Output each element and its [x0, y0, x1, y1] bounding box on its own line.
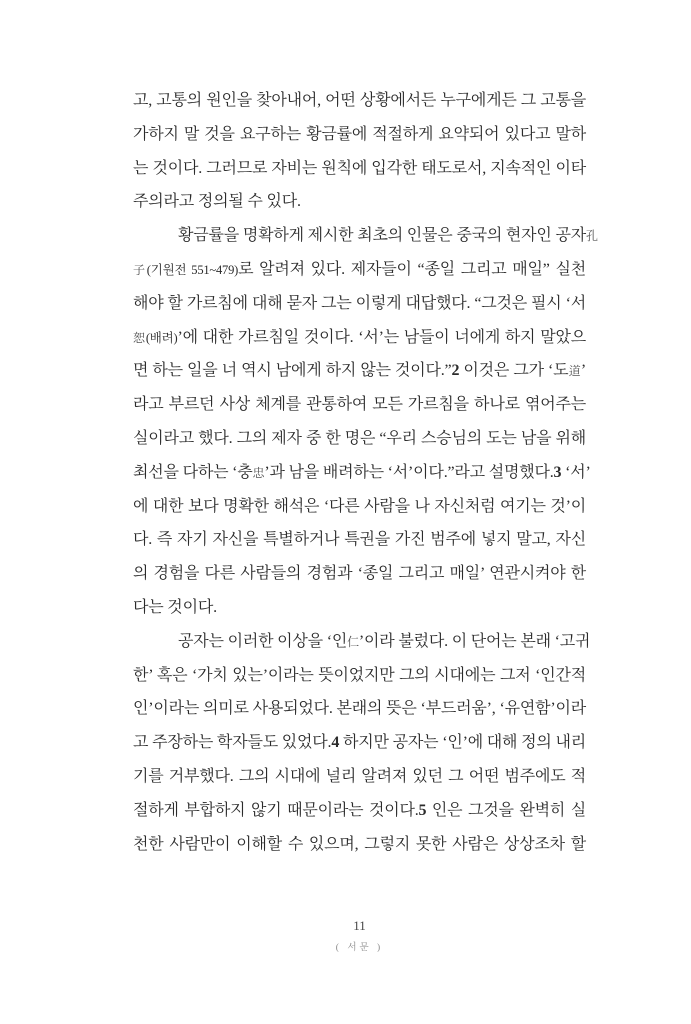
text-segment: 절하게 부합하지 않기 때문이라는 것이다.	[133, 801, 419, 819]
body-text	[133, 84, 598, 861]
footnote-number: 3	[553, 463, 562, 481]
text-line	[133, 726, 586, 760]
text-line	[133, 219, 598, 253]
hanja-character: 仁	[347, 634, 359, 649]
paragraph	[133, 84, 586, 219]
footnote-number: 2	[451, 362, 460, 380]
text-segment: ’	[580, 362, 586, 380]
text-segment: 해야 할 가르침에 대해 묻자 그는 이렇게 대답했다. “그것은 필시 ‘서	[133, 294, 586, 312]
text-line	[133, 591, 586, 625]
small-parenthetical: (기원전 551~479)	[146, 262, 239, 277]
text-line	[133, 287, 586, 321]
text-segment: ’에 대한 가르침일 것이다. ‘서’는 남들이 너에게 하지 말았으	[177, 328, 586, 346]
text-segment: 이것은 그가 ‘도	[459, 362, 569, 380]
footnote-number: 5	[418, 801, 427, 819]
text-line	[133, 625, 591, 659]
text-segment: 다. 즉 자기 자신을 특별하거나 특권을 가진 범주에 넣지 말고, 자신	[133, 531, 586, 549]
text-line	[133, 456, 591, 490]
hanja-character: 子	[133, 262, 147, 277]
text-line	[133, 659, 586, 693]
text-line	[133, 760, 586, 794]
paragraph	[133, 625, 591, 862]
text-line	[133, 253, 586, 287]
text-segment: 는 것이다. 그러므로 자비는 원칙에 입각한 태도로서, 지속적인 이타	[133, 159, 586, 177]
hanja-character: 道	[568, 364, 581, 379]
text-segment: 인’이라는 의미로 사용되었다. 본래의 뜻은 ‘부드러움’, ‘유연함’이라	[133, 700, 586, 718]
hanja-character: 恕	[133, 330, 146, 345]
text-segment: 의 경험을 다른 사람들의 경험과 ‘종일 그리고 매일’ 연관시켜야 한	[133, 565, 586, 583]
text-segment: 면 하는 일을 너 역시 남에게 하지 않는 것이다.”	[133, 362, 452, 380]
text-line	[133, 828, 586, 862]
text-segment: 가하지 말 것을 요구하는 황금률에 적절하게 요약되어 있다고 말하	[133, 125, 586, 143]
text-segment: ’이라 불렀다. 이 단어는 본래 ‘고귀	[358, 632, 591, 650]
text-segment: 주의라고 정의될 수 있다.	[133, 193, 301, 211]
section-label: ( 서문 )	[335, 943, 384, 953]
text-segment: 실이라고 했다. 그의 제자 중 한 명은 “우리 스승님의 도는 남을 위해	[133, 429, 586, 447]
text-segment: 인은 그것을 완벽히 실	[426, 801, 586, 819]
text-segment: 에 대한 보다 명확한 해석은 ‘다른 사람을 나 자신처럼 여기는 것’이	[133, 497, 586, 515]
footnote-number: 4	[331, 734, 340, 752]
text-segment: 하지만 공자는 ‘인’에 대해 정의 내리	[339, 734, 586, 752]
hanja-character: 孔	[586, 229, 598, 244]
text-line	[133, 794, 586, 828]
text-segment: 공자는 이러한 이상을 ‘인	[178, 632, 348, 650]
text-line	[133, 321, 586, 355]
page-footer	[133, 916, 586, 953]
text-line	[133, 422, 586, 456]
page-number: 11	[353, 918, 366, 933]
text-segment: 라고 부르던 사상 체계를 관통하여 모든 가르침을 하나로 엮어주는	[133, 396, 586, 414]
text-line	[133, 557, 586, 591]
text-line	[133, 84, 586, 118]
text-line	[133, 388, 586, 422]
text-line	[133, 152, 586, 186]
text-segment: 한’ 혹은 ‘가치 있는’이라는 뜻이었지만 그의 시대에는 그저 ‘인간적	[133, 666, 586, 684]
text-segment: 다는 것이다.	[133, 598, 217, 616]
text-segment: 고, 고통의 원인을 찾아내어, 어떤 상황에서든 누구에게든 그 고통을	[133, 92, 586, 109]
text-line	[133, 354, 586, 388]
text-line	[133, 523, 586, 557]
text-line	[133, 692, 586, 726]
text-line	[133, 185, 586, 219]
text-segment: 천한 사람만이 이해할 수 있으며, 그렇지 못한 사람은 상상조차 할	[133, 835, 586, 853]
text-segment: 최선을 다하는 ‘충	[133, 463, 253, 481]
text-line	[133, 118, 586, 152]
small-parenthetical: (배려)	[145, 330, 178, 345]
text-line	[133, 490, 586, 524]
text-segment: 황금률을 명확하게 제시한 최초의 인물은 중국의 현자인 공자	[178, 227, 587, 245]
text-segment: 고 주장하는 학자들도 있었다.	[133, 734, 332, 752]
text-segment: ’과 남을 배려하는 ‘서’이다.”라고 설명했다.	[264, 463, 554, 481]
text-segment: 기를 거부했다. 그의 시대에 널리 알려져 있던 그 어떤 범주에도 적	[133, 767, 586, 785]
hanja-character: 忠	[252, 465, 265, 480]
text-segment: ‘서’	[561, 463, 591, 481]
paragraph	[133, 219, 598, 625]
text-segment: 로 알려져 있다. 제자들이 “종일 그리고 매일” 실천	[238, 260, 586, 278]
